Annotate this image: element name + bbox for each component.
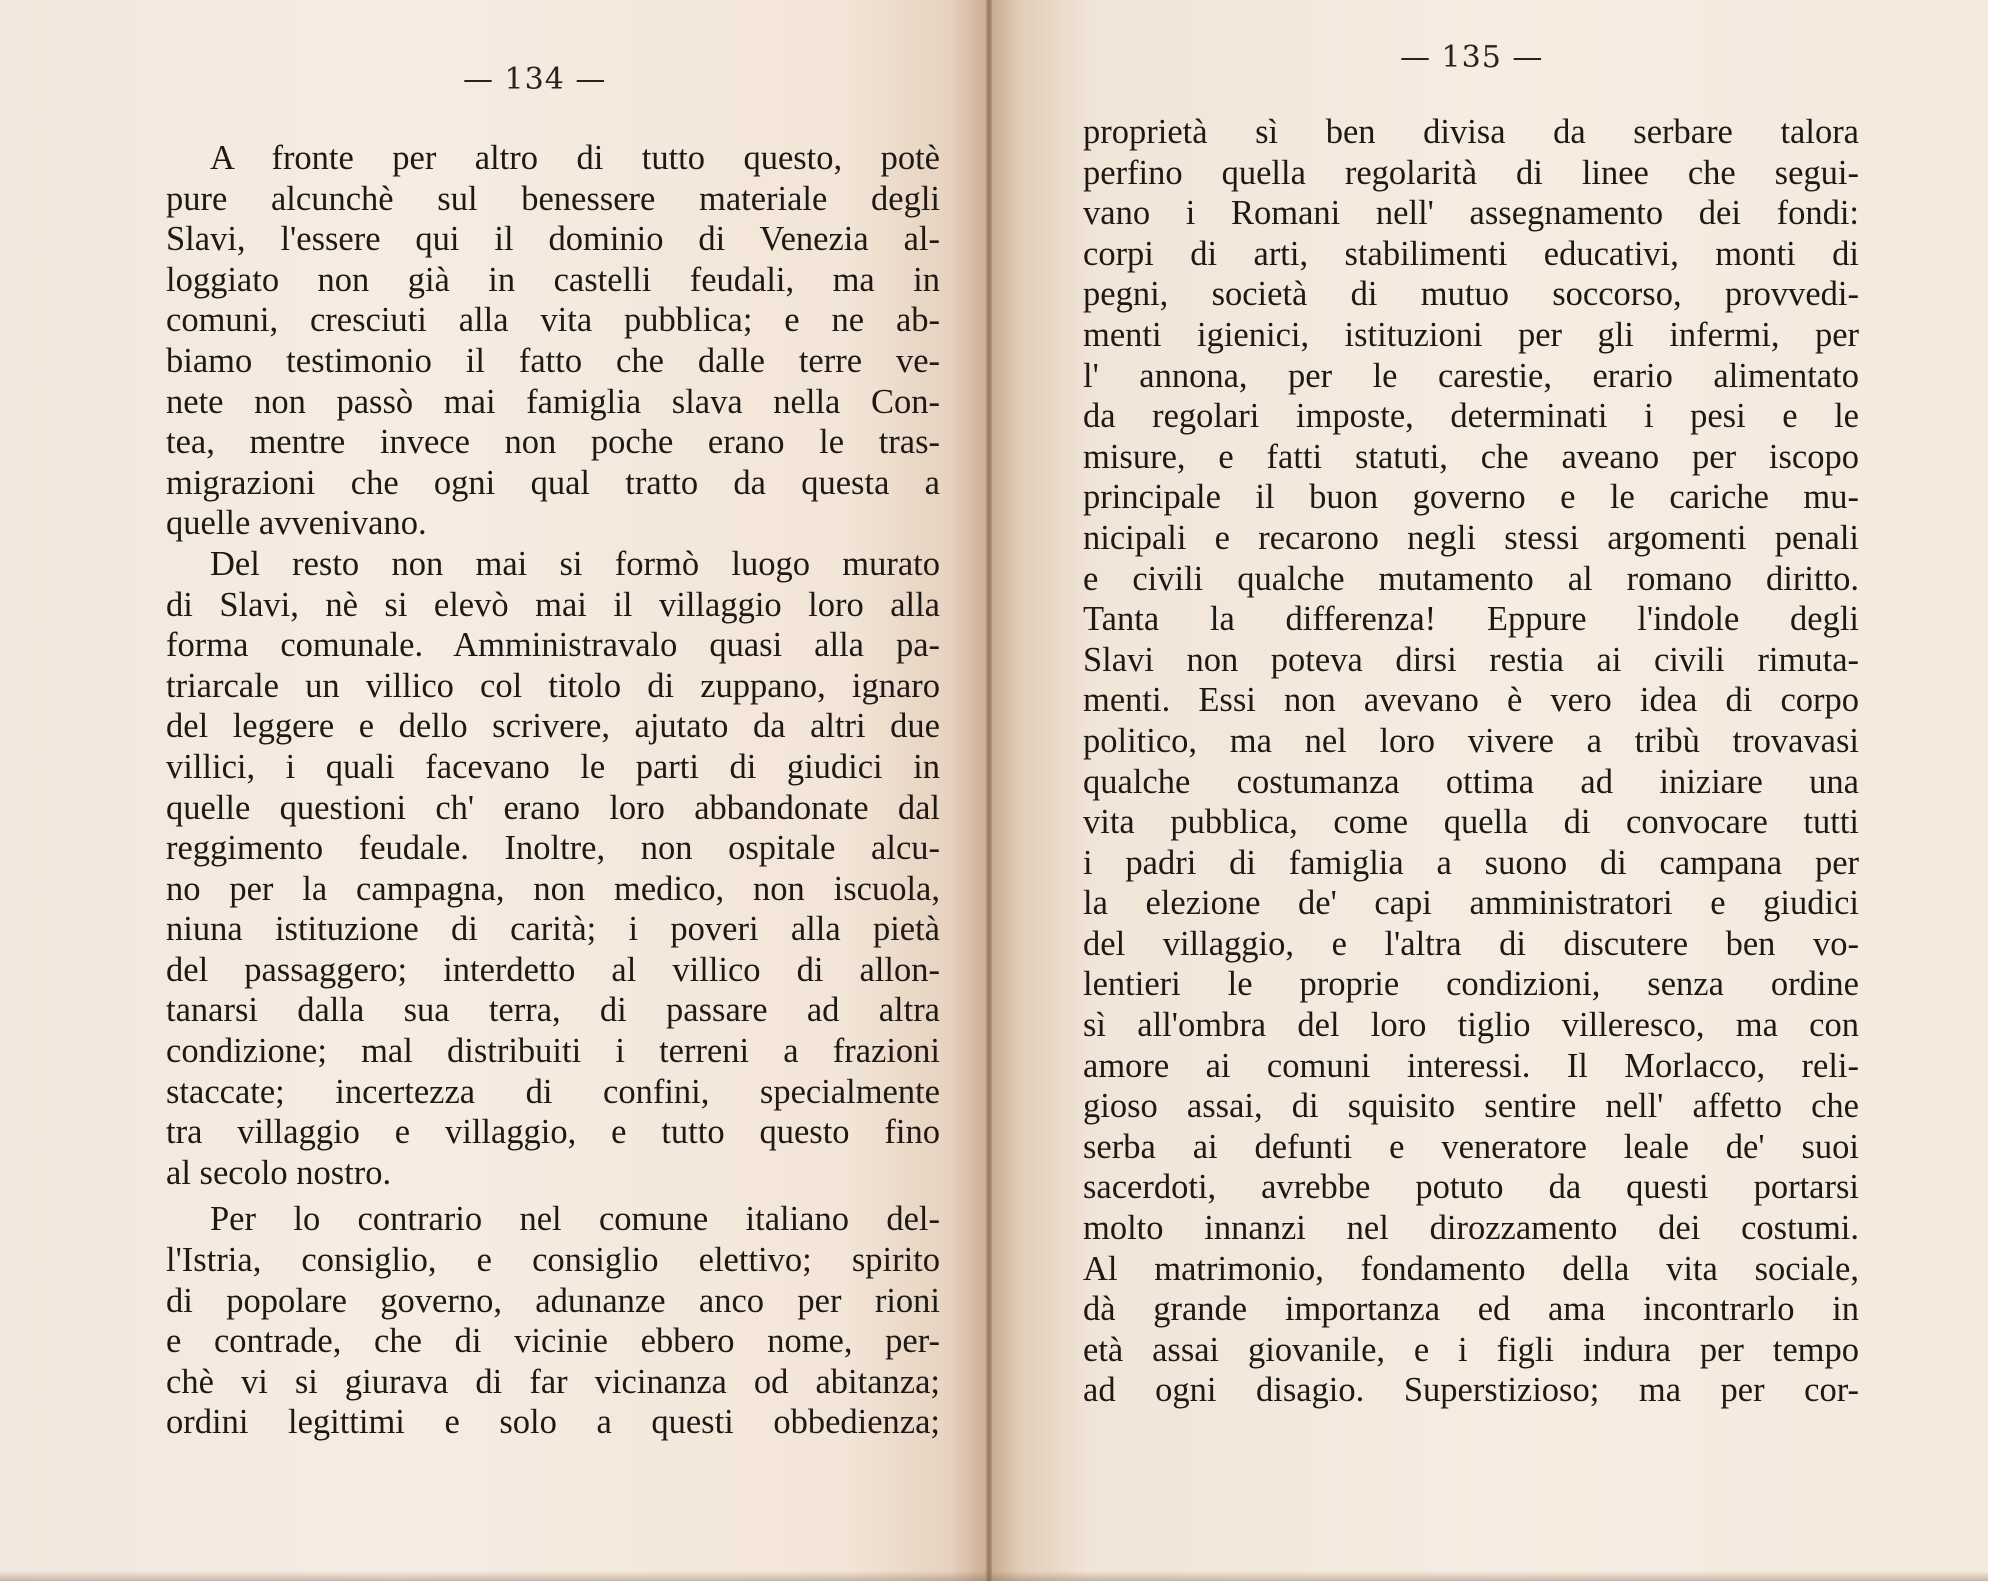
text-line: del passaggero; interdetto al villico di allon-	[166, 950, 940, 989]
text-line: proprietà sì ben divisa da serbare talora	[1083, 113, 1859, 151]
text-line: molto innanzi nel dirozzamento dei costumi.	[1083, 1209, 1859, 1248]
text-line: vita pubblica, come quella di convocare tutti	[1083, 803, 1859, 842]
page-number: — 134 —	[463, 62, 607, 97]
scan-margin	[1988, 0, 2000, 1581]
text-line: tea, mentre invece non poche erano le tras-	[166, 423, 940, 462]
text-line: forma comunale. Amministravalo quasi alla pa-	[166, 626, 940, 665]
text-line: tanarsi dalla sua terra, di passare ad altra	[166, 991, 940, 1030]
text-line: ordini legittimi e solo a questi obbedienza;	[166, 1403, 940, 1442]
text-line: tra villaggio e villaggio, e tutto questo fino	[166, 1113, 940, 1152]
page-bottom-edge	[990, 1571, 2000, 1581]
text-line: chè vi si giurava di far vicinanza od abitanza;	[166, 1362, 940, 1401]
text-line: ad ogni disagio. Superstizioso; ma per cor-	[1083, 1371, 1859, 1410]
text-line: e contrade, che di vicinie ebbero nome, per-	[166, 1322, 940, 1361]
text-line: dà grande importanza ed ama incontrarlo in	[1083, 1290, 1859, 1329]
text-line: gioso assai, di squisito sentire nell' affetto che	[1083, 1087, 1859, 1126]
text-line: niuna istituzione di carità; i poveri alla pietà	[166, 910, 940, 949]
text-line: al secolo nostro.	[166, 1153, 392, 1192]
text-line: quelle questioni ch' erano loro abbandonate dal	[166, 788, 940, 827]
left-page	[0, 0, 990, 1581]
text-line: perfino quella regolarità di linee che segui-	[1083, 153, 1859, 192]
text-line: menti. Essi non avevano è vero idea di corpo	[1083, 681, 1859, 720]
text-line: migrazioni che ogni qual tratto da questa a	[166, 463, 940, 502]
text-line: vano i Romani nell' assegnamento dei fondi:	[1083, 194, 1859, 233]
page-number: — 135 —	[1400, 40, 1544, 75]
text-line: condizione; mal distribuiti i terreni a frazioni	[166, 1032, 940, 1071]
text-line: Al matrimonio, fondamento della vita sociale,	[1083, 1249, 1859, 1288]
text-line: no per la campagna, non medico, non iscuola,	[166, 869, 940, 908]
text-line: pure alcunchè sul benessere materiale degli	[166, 179, 940, 218]
text-line: biamo testimonio il fatto che dalle terre ve-	[166, 341, 940, 380]
page-bottom-edge	[0, 1571, 990, 1581]
text-line: serba ai defunti e veneratore leale de' suoi	[1083, 1127, 1859, 1166]
text-line: lentieri le proprie condizioni, senza ordine	[1083, 965, 1859, 1004]
text-line: Tanta la differenza! Eppure l'indole degli	[1083, 600, 1859, 639]
text-line: sì all'ombra del loro tiglio villeresco, ma con	[1083, 1006, 1859, 1045]
left-page-text	[166, 138, 940, 1443]
book-gutter	[986, 0, 992, 1581]
text-line: menti igienici, istituzioni per gli infermi, per	[1083, 315, 1859, 354]
text-line: di popolare governo, adunanze anco per rioni	[166, 1281, 940, 1320]
text-line: misure, e fatti statuti, che aveano per iscopo	[1083, 437, 1859, 476]
right-page	[990, 0, 2000, 1581]
text-line: Del resto non mai si formò luogo murato	[210, 544, 940, 583]
text-line: l' annona, per le carestie, erario alimentato	[1083, 356, 1859, 395]
text-line: e civili qualche mutamento al romano diritto.	[1083, 559, 1859, 598]
text-line: politico, ma nel loro vivere a tribù trovavasi	[1083, 721, 1859, 760]
text-line: staccate; incertezza di confini, specialmente	[166, 1072, 940, 1111]
text-line: i padri di famiglia a suono di campana per	[1083, 843, 1859, 882]
text-line: principale il buon governo e le cariche mu-	[1083, 478, 1859, 517]
text-line: sacerdoti, avrebbe potuto da questi portarsi	[1083, 1168, 1859, 1207]
text-line: l'Istria, consiglio, e consiglio elettivo; spirito	[166, 1241, 940, 1280]
text-line: comuni, cresciuti alla vita pubblica; e ne ab-	[166, 301, 940, 340]
text-line: loggiato non già in castelli feudali, ma in	[166, 260, 940, 299]
text-line: pegni, società di mutuo soccorso, provvedi-	[1083, 275, 1859, 314]
text-line: corpi di arti, stabilimenti educativi, monti di	[1083, 234, 1859, 273]
text-line: nicipali e recarono negli stessi argomenti penali	[1083, 518, 1859, 557]
text-line: qualche costumanza ottima ad iniziare una	[1083, 762, 1859, 801]
text-line: A fronte per altro di tutto questo, potè	[210, 139, 940, 177]
text-line: amore ai comuni interessi. Il Morlacco, reli-	[1083, 1046, 1859, 1085]
text-line: quelle avvenivano.	[166, 504, 427, 543]
text-line: Per lo contrario nel comune italiano del-	[210, 1200, 940, 1239]
text-line: reggimento feudale. Inoltre, non ospitale alcu-	[166, 829, 940, 868]
text-line: nete non passò mai famiglia slava nella Con-	[166, 382, 940, 421]
text-line: del villaggio, e l'altra di discutere ben vo-	[1083, 924, 1859, 963]
text-line: Slavi non poteva dirsi restia ai civili rimuta-	[1083, 640, 1859, 679]
text-line: da regolari imposte, determinati i pesi e le	[1083, 397, 1859, 436]
text-line: di Slavi, nè si elevò mai il villaggio loro alla	[166, 585, 940, 624]
text-line: del leggere e dello scrivere, ajutato da altri due	[166, 707, 940, 746]
text-line: età assai giovanile, e i figli indura per tempo	[1083, 1330, 1859, 1369]
right-page-text	[1083, 112, 1859, 1411]
text-line: villici, i quali facevano le parti di giudici in	[166, 747, 940, 786]
text-line: la elezione de' capi amministratori e giudici	[1083, 884, 1859, 923]
text-line: triarcale un villico col titolo di zuppano, ignaro	[166, 666, 940, 705]
text-line: Slavi, l'essere qui il dominio di Venezia al-	[166, 220, 940, 259]
